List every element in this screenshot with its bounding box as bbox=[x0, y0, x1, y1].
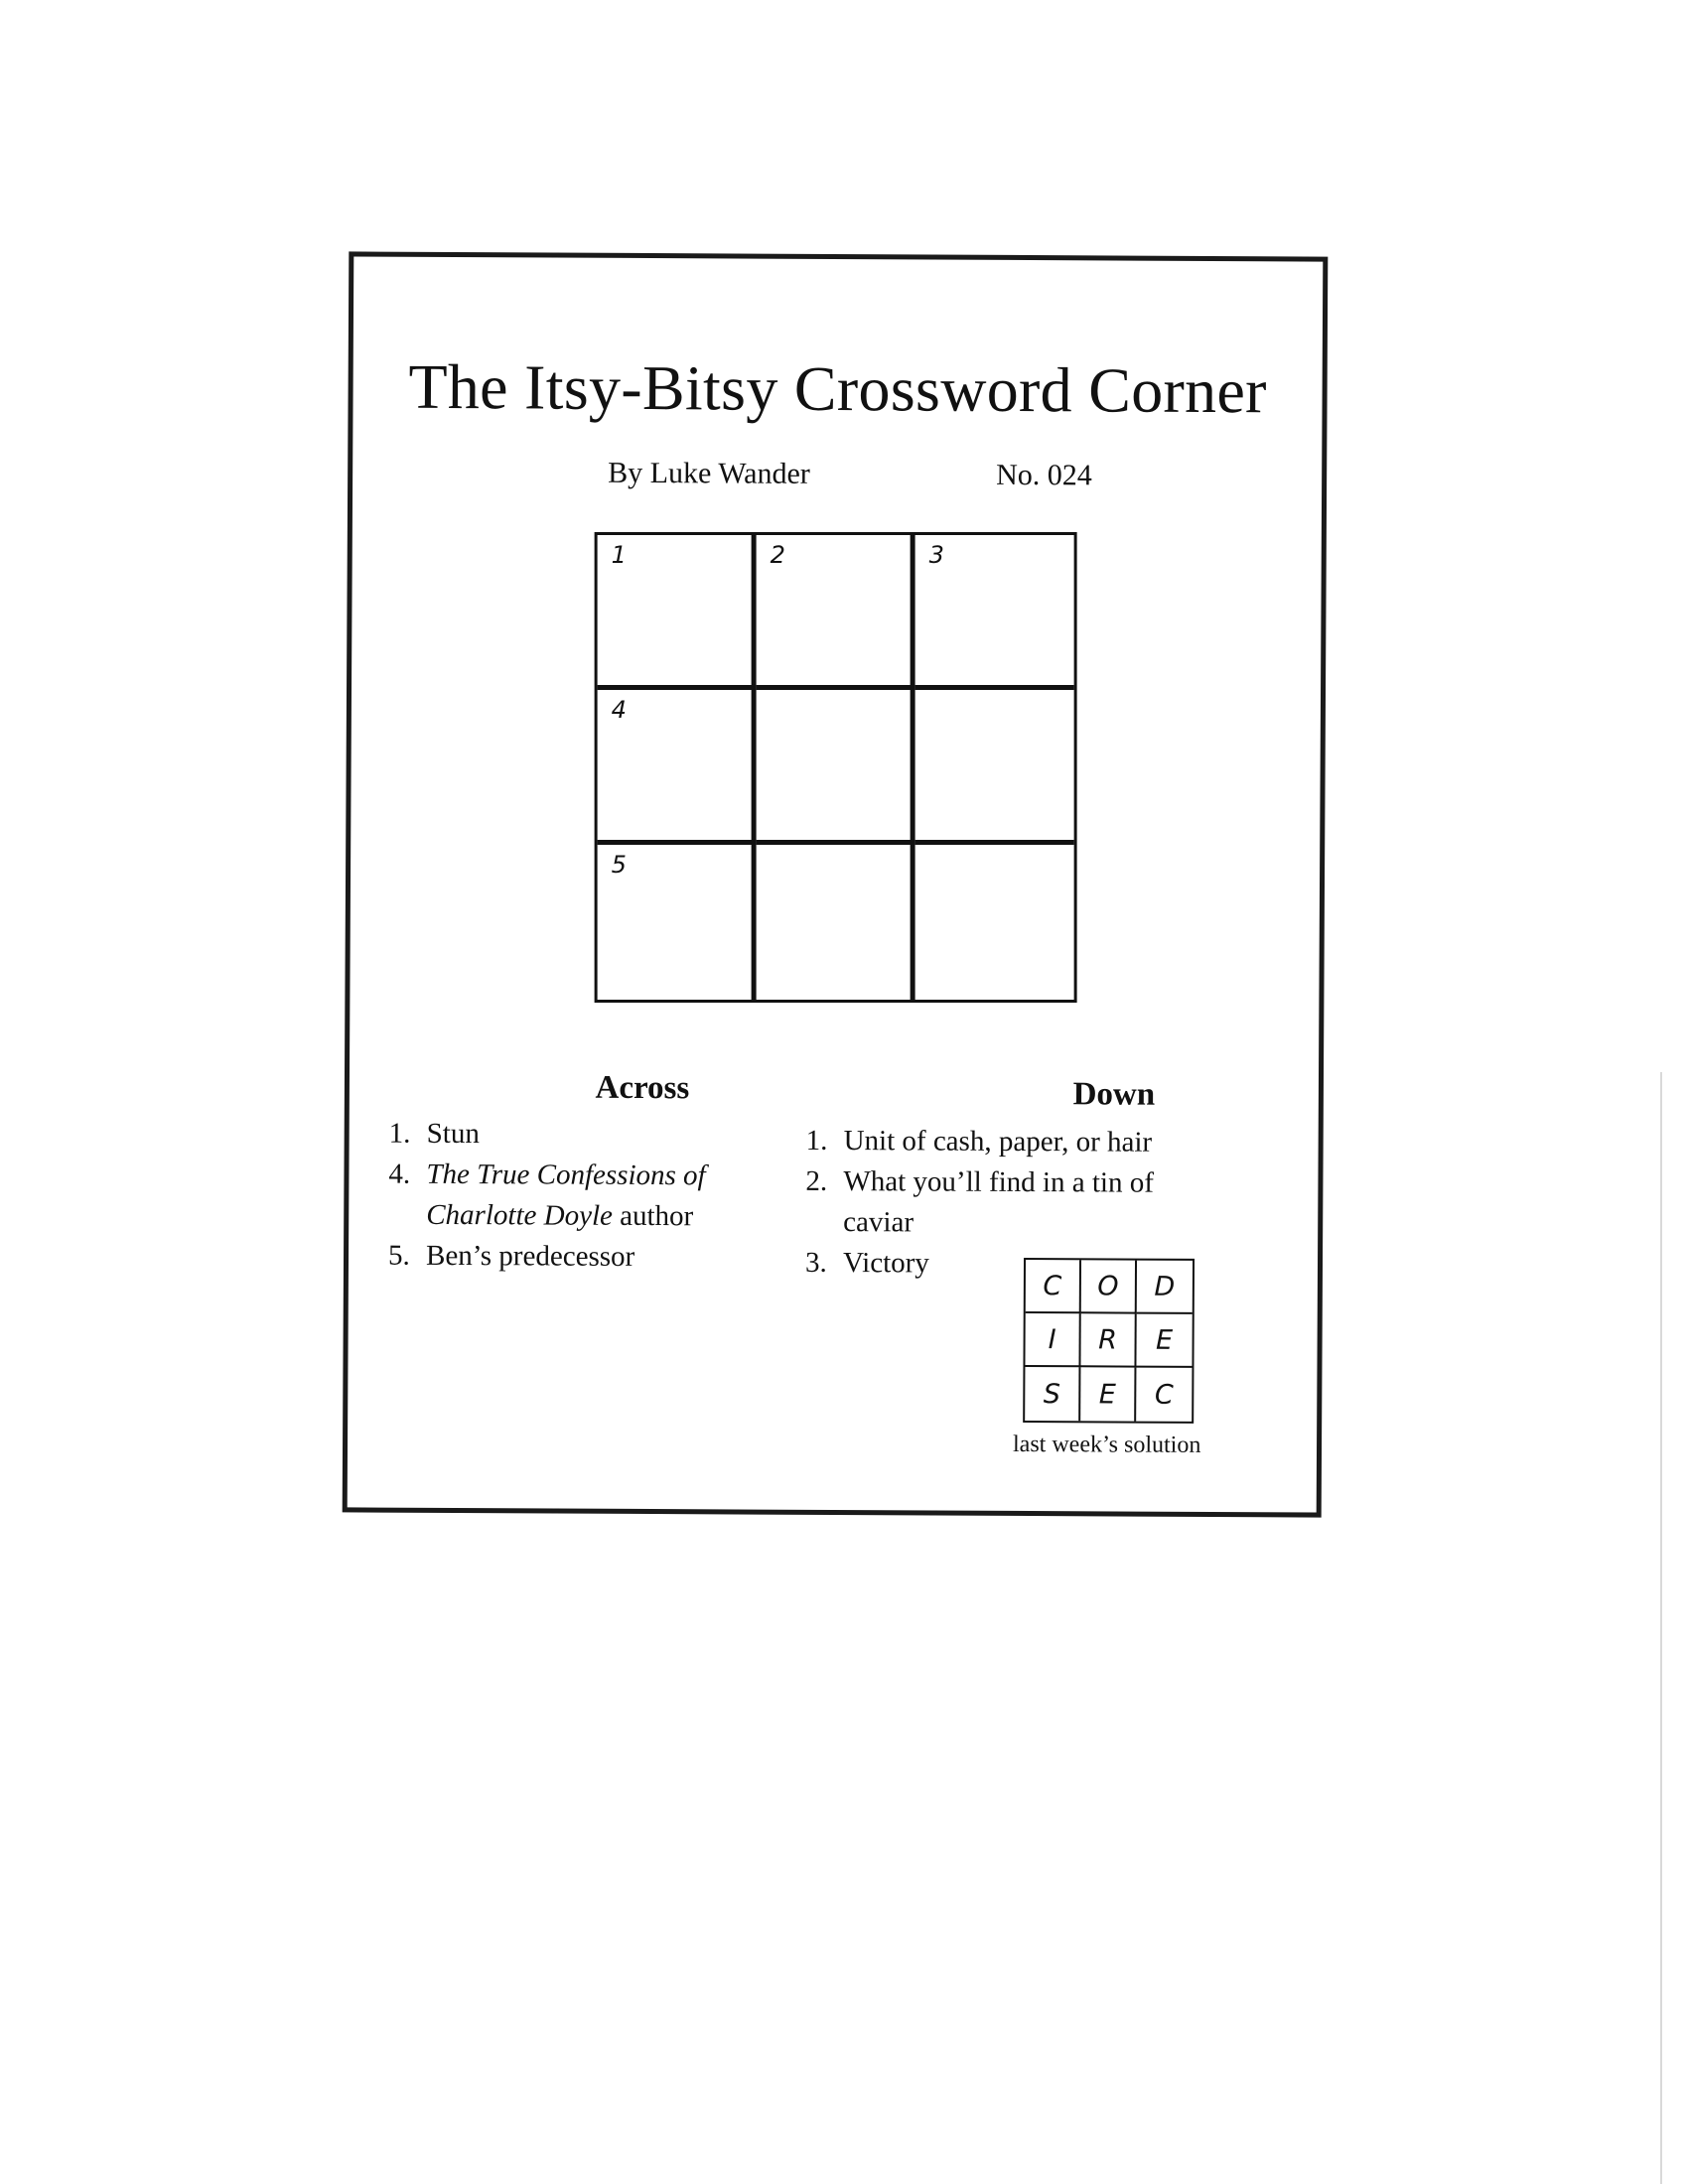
down-heading: Down bbox=[1072, 1076, 1156, 1113]
grid-cell[interactable] bbox=[915, 535, 1074, 690]
clue-item-text: Ben’s predecessor bbox=[425, 1239, 635, 1273]
grid-cell[interactable] bbox=[757, 690, 915, 845]
clue-item-text: Unit of cash, paper, or hair bbox=[843, 1125, 1153, 1159]
last-week-solution-grid bbox=[1023, 1258, 1195, 1424]
grid-cell[interactable] bbox=[757, 845, 915, 1000]
clue-item-number: 2. bbox=[805, 1164, 828, 1197]
grid-cell[interactable] bbox=[915, 690, 1074, 845]
solution-cell: D bbox=[1137, 1261, 1193, 1314]
clue-number: 4 bbox=[611, 696, 627, 725]
puzzle-title: The Itsy-Bitsy Crossword Corner bbox=[408, 350, 1267, 427]
grid-cell[interactable] bbox=[915, 845, 1074, 1000]
clue-number: 5 bbox=[611, 851, 627, 880]
solution-cell: C bbox=[1154, 1379, 1174, 1411]
solution-caption: last week’s solution bbox=[1012, 1431, 1201, 1458]
clue-item-number: 5. bbox=[387, 1239, 410, 1272]
clue-item-text: author bbox=[612, 1199, 694, 1233]
grid-cell[interactable] bbox=[598, 690, 757, 845]
clue-item-number: 3. bbox=[804, 1246, 827, 1279]
clue-number: 3 bbox=[928, 541, 944, 570]
clue-item-text: Victory bbox=[842, 1247, 929, 1280]
clue-item-number: 1. bbox=[388, 1117, 411, 1150]
grid-cell[interactable] bbox=[757, 535, 915, 690]
clue-item-text: What you’ll find in a tin of caviar bbox=[843, 1165, 1155, 1239]
clue-item bbox=[806, 1121, 1303, 1164]
solution-cell: R bbox=[1080, 1313, 1136, 1367]
grid-cell[interactable] bbox=[598, 535, 757, 690]
scan-edge-line bbox=[1660, 1072, 1662, 2184]
clue-item-book-title: The True Confessions of Charlotte Doyle bbox=[426, 1158, 706, 1232]
grid-cell[interactable] bbox=[598, 845, 757, 1000]
issue-number: No. 024 bbox=[996, 458, 1092, 492]
clue-item-number: 1. bbox=[805, 1124, 828, 1157]
solution-cell: I bbox=[1025, 1313, 1080, 1367]
solution-cell: E bbox=[1136, 1314, 1192, 1368]
author-byline: By Luke Wander bbox=[608, 456, 810, 490]
solution-cell: E bbox=[1080, 1367, 1136, 1421]
clue-item-number: 4. bbox=[388, 1158, 411, 1190]
solution-cell: O bbox=[1081, 1260, 1137, 1313]
puzzle-frame bbox=[343, 251, 1329, 1517]
across-clue-list bbox=[388, 1114, 786, 1279]
clue-item bbox=[388, 1155, 785, 1238]
clue-item-text: Stun bbox=[426, 1117, 480, 1151]
clue-number: 1 bbox=[611, 541, 627, 570]
across-heading: Across bbox=[595, 1069, 690, 1107]
clue-item bbox=[389, 1114, 786, 1157]
clue-item bbox=[805, 1161, 1210, 1245]
solution-cell: C bbox=[1026, 1260, 1081, 1313]
clue-number: 2 bbox=[770, 541, 785, 570]
solution-cell: S bbox=[1025, 1367, 1080, 1421]
crossword-grid bbox=[595, 532, 1077, 1003]
clue-item bbox=[388, 1236, 785, 1279]
